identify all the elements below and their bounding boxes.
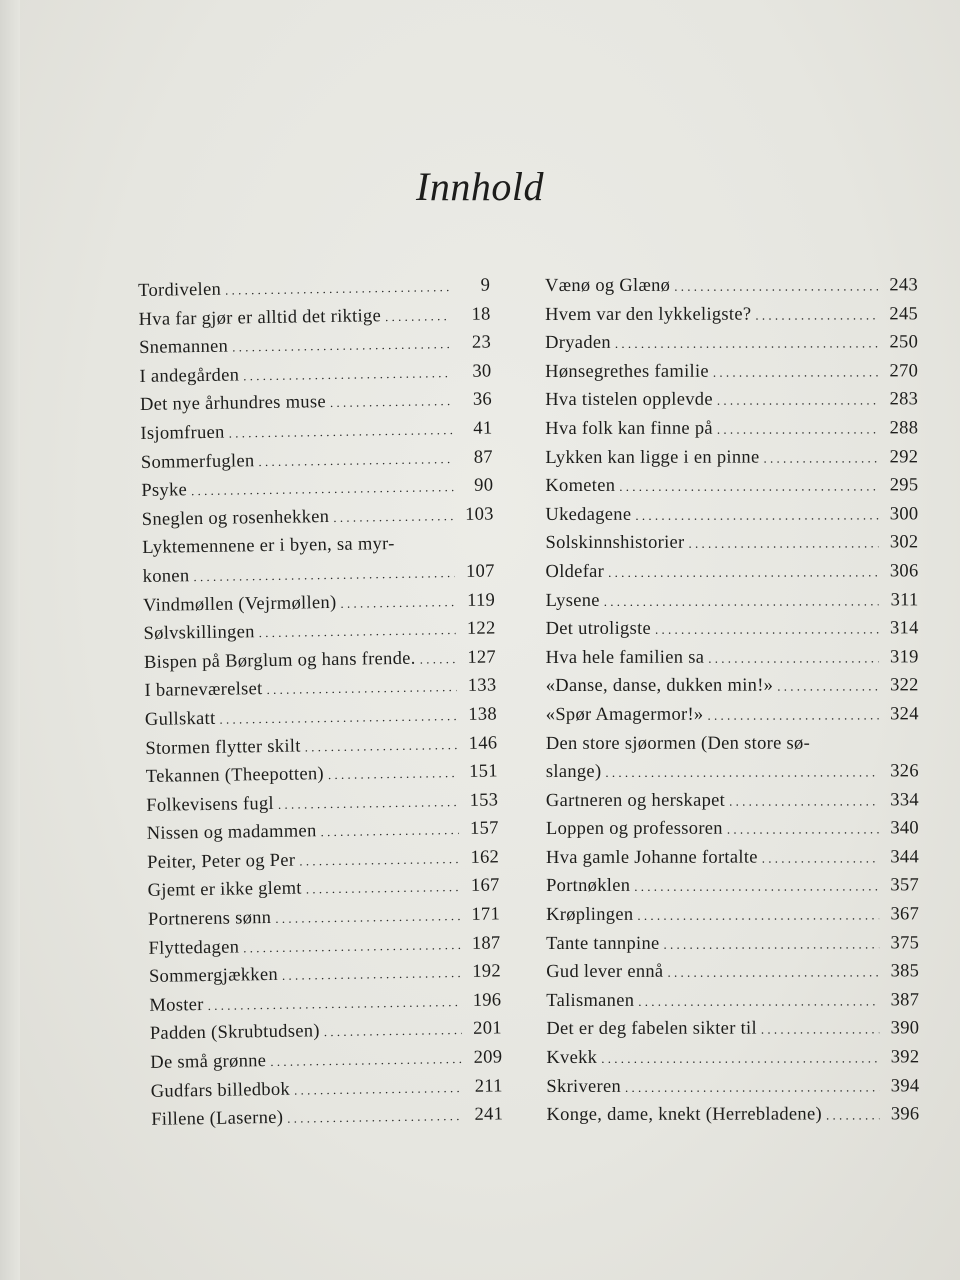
toc-dot-leader <box>294 1074 463 1105</box>
toc-dot-leader <box>777 673 879 702</box>
toc-entry <box>546 929 919 958</box>
toc-entry-page: 119 <box>466 589 496 611</box>
toc-entry-title: Peiter, Peter og Per <box>147 850 296 873</box>
toc-dot-leader <box>635 501 878 530</box>
toc-entry-title: Talismanen <box>546 990 635 1011</box>
toc-entry-page: 209 <box>473 1047 503 1068</box>
toc-entry-title: Hva folk kan finne på <box>545 418 713 439</box>
toc-entry-title: Gartneren og herskapet <box>545 790 726 811</box>
toc-dot-leader <box>219 702 457 734</box>
toc-dot-leader <box>729 787 879 816</box>
toc-entry <box>546 586 919 615</box>
toc-entry-title: Dryaden <box>545 333 611 354</box>
toc-entry-title: Det utroligste <box>545 618 652 640</box>
toc-entry-page: 36 <box>472 389 493 411</box>
toc-dot-leader <box>727 816 879 845</box>
toc-entry <box>546 986 919 1015</box>
toc-dot-leader <box>258 445 453 477</box>
toc-entry-title: Loppen og professoren <box>545 818 723 840</box>
toc-entry-page: 334 <box>890 790 919 811</box>
toc-dot-leader <box>601 1044 879 1073</box>
toc-entry-title: Lykken kan ligge i en pinne <box>545 447 760 468</box>
toc-entry-page: 201 <box>473 1018 503 1040</box>
toc-entry-page: 344 <box>890 847 920 868</box>
toc-entry-title: Fillene (Laserne) <box>151 1108 284 1131</box>
toc-dot-leader <box>637 901 879 930</box>
toc-entry <box>545 271 918 300</box>
toc-dot-leader <box>228 416 452 448</box>
toc-entry-title: Tante tannpine <box>546 933 660 954</box>
toc-entry <box>138 271 490 305</box>
toc-entry-page: 162 <box>470 847 500 868</box>
toc-dot-leader <box>259 616 456 648</box>
toc-entry <box>150 1043 502 1077</box>
toc-entry-page: 319 <box>889 647 919 668</box>
toc-entry <box>151 1072 503 1106</box>
toc-dot-leader <box>667 959 879 988</box>
toc-entry <box>546 614 919 643</box>
toc-entry-page: 385 <box>890 961 920 982</box>
toc-entry <box>143 615 495 649</box>
toc-entry <box>139 357 491 391</box>
toc-entry-page: 18 <box>471 304 491 325</box>
toc-entry-page: 241 <box>474 1104 504 1126</box>
toc-entry <box>545 557 918 586</box>
toc-entry-title: Vindmøllen (Vejrmøllen) <box>143 592 337 616</box>
toc-entry-page: 270 <box>889 361 919 382</box>
toc-entry-page: 243 <box>889 275 919 296</box>
toc-entry-page: 23 <box>471 332 492 353</box>
toc-dot-leader <box>713 358 878 387</box>
toc-dot-leader <box>763 444 878 473</box>
toc-entry <box>145 729 497 763</box>
toc-entry-page: 211 <box>474 1075 503 1097</box>
toc-dot-leader <box>419 645 456 674</box>
toc-entry <box>146 786 498 820</box>
toc-dot-leader <box>638 987 879 1016</box>
toc-entry <box>546 1072 919 1101</box>
toc-dot-leader <box>333 502 454 532</box>
toc-entry-title: slange) <box>545 761 602 783</box>
toc-entry-title: Krøplingen <box>546 904 634 926</box>
toc-entry-title: Snemannen <box>138 336 229 359</box>
toc-entry-title: Kvekk <box>546 1047 598 1069</box>
toc-entry-page: 340 <box>890 818 919 839</box>
toc-dot-leader <box>193 559 455 592</box>
toc-entry <box>144 672 496 706</box>
toc-entry-title: Isjomfruen <box>140 422 225 444</box>
toc-entry <box>148 929 500 963</box>
toc-entry-title: Hva far gjør er alltid det riktige <box>138 305 382 330</box>
toc-entry <box>142 529 494 563</box>
toc-entry-title: Den store sjøormen (Den store sø- <box>545 733 811 754</box>
toc-entry-title: Solskinnshistorier <box>545 533 685 554</box>
toc-entry-page: 107 <box>465 561 495 582</box>
toc-entry-page: 390 <box>890 1018 920 1039</box>
toc-entry-page: 153 <box>469 790 499 811</box>
toc-entry-title: Hva tistelen opplevde <box>545 390 713 411</box>
toc-dot-leader <box>761 1016 879 1045</box>
toc-entry-title: Hvem var den lykkeligste? <box>545 304 752 325</box>
toc-entry <box>145 700 497 734</box>
toc-entry-title: Sneglen og rosenhekken <box>141 506 330 530</box>
toc-entry <box>147 815 499 849</box>
toc-entry-page: 283 <box>889 389 919 410</box>
toc-entry-title: Padden (Skrubtudsen) <box>149 1021 320 1045</box>
toc-dot-leader <box>270 1045 463 1077</box>
toc-dot-leader <box>275 902 460 933</box>
toc-entry <box>546 843 919 872</box>
toc-dot-leader <box>385 302 451 332</box>
toc-entry-page: 396 <box>890 1104 920 1125</box>
toc-entry-page: 295 <box>889 475 919 496</box>
toc-entry-page: 300 <box>889 504 919 525</box>
toc-entry <box>546 1101 919 1130</box>
toc-entry-title: Bispen på Børglum og hans frende. <box>143 648 416 673</box>
toc-entry-title: Folkevisens fugl <box>146 793 275 816</box>
toc-dot-leader <box>225 273 451 305</box>
toc-entry <box>546 672 919 701</box>
toc-entry-title: Skriveren <box>546 1076 622 1097</box>
toc-dot-leader <box>655 616 879 645</box>
toc-entry <box>546 900 919 929</box>
toc-dot-leader <box>266 673 456 705</box>
toc-entry-page: 292 <box>889 446 919 467</box>
toc-entry-page: 171 <box>471 904 501 925</box>
toc-entry <box>546 786 919 815</box>
toc-entry <box>139 329 491 363</box>
toc-entry-page: 30 <box>472 361 492 382</box>
toc-dot-leader <box>191 473 454 506</box>
toc-entry <box>149 986 501 1020</box>
toc-entry-page: 324 <box>890 704 919 725</box>
toc-entry-title: Gullskatt <box>144 708 216 730</box>
toc-entry-title: Det nye århundres muse <box>139 392 327 416</box>
toc-entry-title: Kometen <box>545 476 616 497</box>
toc-entry <box>140 386 492 420</box>
toc-entry <box>546 643 919 672</box>
toc-entry-title: «Spør Amagermor!» <box>545 704 704 725</box>
toc-entry <box>545 443 918 472</box>
toc-dot-leader <box>619 473 878 502</box>
toc-dot-leader <box>674 272 878 301</box>
toc-entry-page: 306 <box>889 561 919 582</box>
toc-entry-page: 187 <box>471 933 501 954</box>
toc-entry-page: 87 <box>473 447 494 468</box>
toc-entry-title: Gjemt er ikke glemt <box>147 878 302 902</box>
page-title: Innhold <box>416 164 544 209</box>
toc-dot-leader <box>664 930 880 959</box>
toc-entry <box>545 414 918 443</box>
toc-entry <box>545 357 918 386</box>
toc-entry <box>144 643 496 677</box>
toc-entry-title: Vænø og Glænø <box>545 275 671 296</box>
toc-dot-leader <box>604 587 879 616</box>
toc-entry-page: 196 <box>472 990 502 1011</box>
toc-entry-page: 394 <box>890 1075 920 1097</box>
toc-entry-title: «Danse, danse, dukken min!» <box>545 675 774 697</box>
toc-dot-leader <box>755 301 878 330</box>
toc-entry-page: 367 <box>890 904 920 925</box>
toc-dot-leader <box>688 530 878 559</box>
toc-entry-title: Tordivelen <box>138 279 222 301</box>
toc-entry <box>147 872 499 906</box>
toc-entry <box>141 443 493 477</box>
toc-entry <box>147 843 499 877</box>
toc-dot-leader <box>340 588 455 618</box>
toc-entry-page: 302 <box>889 532 919 553</box>
toc-entry <box>546 872 919 901</box>
toc-entry <box>146 758 498 792</box>
toc-entry-page: 151 <box>469 761 498 782</box>
toc-entry-page: 138 <box>468 704 498 725</box>
toc-dot-leader <box>304 731 457 762</box>
toc-entry-page: 157 <box>469 818 499 840</box>
toc-entry <box>546 757 919 786</box>
toc-entry-page: 133 <box>467 675 497 697</box>
toc-entry-title: Oldefar <box>545 561 605 582</box>
toc-entry <box>545 300 918 329</box>
toc-dot-leader <box>708 644 878 673</box>
toc-entry-title: Psyke <box>141 480 188 502</box>
toc-entry-title: konen <box>142 566 190 587</box>
toc-dot-leader <box>207 988 461 1021</box>
toc-entry-page: 167 <box>470 875 500 897</box>
toc-entry <box>545 329 918 358</box>
toc-entry-page: 90 <box>474 475 494 496</box>
toc-dot-leader <box>278 788 459 819</box>
toc-entry <box>546 1015 919 1044</box>
toc-right-column <box>545 271 919 1129</box>
toc-entry <box>141 472 493 506</box>
toc-entry <box>142 557 494 591</box>
toc-entry <box>546 729 919 758</box>
toc-dot-leader <box>320 816 459 847</box>
toc-entry <box>546 815 919 844</box>
toc-dot-leader <box>243 359 452 391</box>
toc-entry <box>546 1043 919 1072</box>
toc-entry-page: 127 <box>467 647 497 668</box>
toc-entry-page: 122 <box>466 618 496 640</box>
toc-entry <box>545 386 918 415</box>
toc-dot-leader <box>826 1102 880 1131</box>
toc-dot-leader <box>299 845 459 876</box>
toc-entry-title: Moster <box>149 994 204 1016</box>
toc-entry <box>138 300 490 334</box>
toc-entry-title: Sommergjækken <box>148 965 279 988</box>
toc-entry <box>143 586 495 620</box>
toc-entry-page: 245 <box>889 303 919 324</box>
toc-entry <box>150 1015 502 1049</box>
toc-entry <box>545 500 918 529</box>
toc-entry-title: Flyttedagen <box>148 937 240 959</box>
toc-entry-title: Ukedagene <box>545 504 632 525</box>
toc-entry-title: Stormen flytter skilt <box>145 736 301 759</box>
toc-left-column <box>138 271 503 1134</box>
toc-entry-title: Hva hele familien sa <box>545 647 705 668</box>
toc-entry-title: Det er deg fabelen sikter til <box>546 1019 757 1040</box>
toc-entry-page: 322 <box>890 675 919 696</box>
toc-entry-title: De små grønne <box>150 1051 267 1073</box>
toc-entry-page: 288 <box>889 418 919 439</box>
toc-entry-title: Hva gamle Johanne fortalte <box>546 847 758 868</box>
toc-entry-title: Sommerfuglen <box>140 450 255 473</box>
toc-dot-leader <box>605 759 879 788</box>
toc-entry-page: 192 <box>472 961 502 983</box>
toc-entry-page: 250 <box>889 332 919 353</box>
toc-entry-page: 311 <box>890 589 919 610</box>
toc-dot-leader <box>707 701 878 730</box>
toc-dot-leader <box>243 931 461 963</box>
toc-entry-title: Nissen og madammen <box>146 821 317 845</box>
toc-entry-page: 103 <box>464 504 494 525</box>
toc-entry-title: Gud lever ennå <box>546 962 664 983</box>
toc-entry-title: Portnerens sønn <box>147 908 272 930</box>
toc-entry <box>149 958 501 992</box>
toc-entry-page: 357 <box>890 875 920 896</box>
toc-entry-title: Lyktemennene er i byen, sa myr- <box>142 534 395 559</box>
toc-entry-title: Konge, dame, knekt (Herrebladene) <box>546 1104 822 1126</box>
toc-dot-leader <box>608 558 878 587</box>
toc-entry-page: 314 <box>889 618 919 639</box>
toc-dot-leader <box>717 415 878 444</box>
toc-entry <box>140 414 492 448</box>
toc-dot-leader <box>287 1102 463 1133</box>
toc-entry-title: Gudfars billedbok <box>150 1079 291 1102</box>
toc-entry-page: 387 <box>890 990 920 1011</box>
toc-entry-page: 146 <box>468 732 498 754</box>
toc-dot-leader <box>717 387 878 416</box>
toc-dot-leader <box>625 1073 879 1102</box>
toc-dot-leader <box>328 759 458 790</box>
toc-entry-page: 392 <box>890 1047 920 1068</box>
toc-dot-leader <box>634 873 879 902</box>
toc-dot-leader <box>615 330 878 359</box>
toc-entry-title: Tekannen (Theepotten) <box>145 764 325 788</box>
toc-entry-title: I barneværelset <box>144 679 263 702</box>
toc-entry <box>546 958 919 987</box>
toc-entry-title: Portnøklen <box>546 876 631 897</box>
toc-entry <box>545 529 918 558</box>
toc-entry-title: Lysene <box>545 590 600 611</box>
toc-entry <box>148 900 500 934</box>
toc-dot-leader <box>762 844 879 873</box>
toc-entry-page: 375 <box>890 933 920 954</box>
toc-entry-title: I andegården <box>139 365 240 387</box>
toc-dot-leader <box>232 330 451 362</box>
toc-entry <box>151 1101 503 1135</box>
toc-entry-title: Hønsegrethes familie <box>545 361 709 382</box>
toc-entry <box>546 700 919 729</box>
toc-entry-page: 326 <box>890 761 919 782</box>
toc-entry-page: 9 <box>480 275 491 296</box>
toc-dot-leader <box>306 873 460 904</box>
toc-dot-leader <box>282 959 461 990</box>
toc-entry-page: 41 <box>473 418 493 439</box>
toc-entry-title: Sølvskillingen <box>143 622 255 645</box>
toc-dot-leader <box>324 1016 463 1047</box>
toc-dot-leader <box>330 387 453 418</box>
toc-entry <box>545 472 918 501</box>
